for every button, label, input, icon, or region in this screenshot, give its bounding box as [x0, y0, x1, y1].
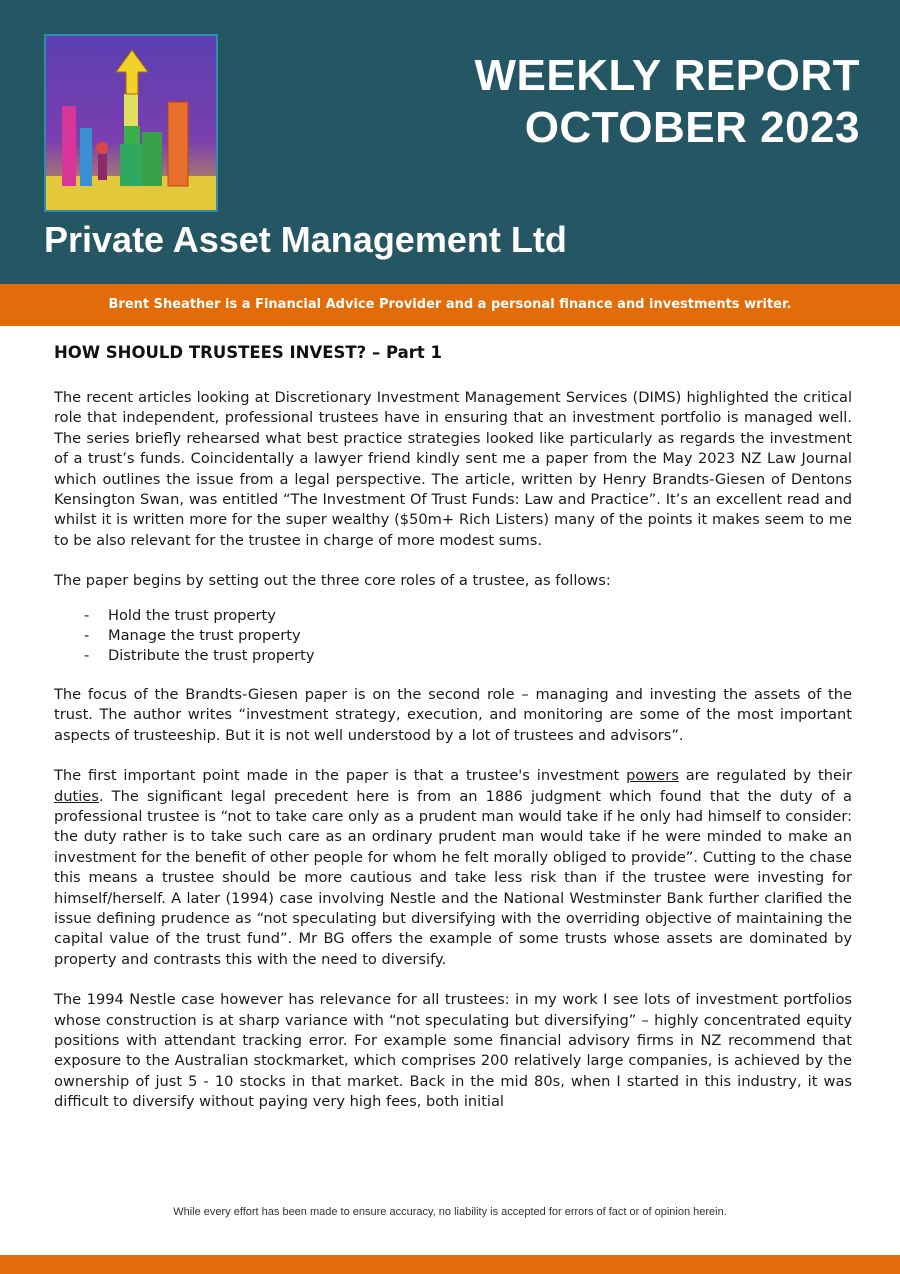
footer-bar — [0, 1255, 900, 1274]
disclaimer-text: While every effort has been made to ensure accuracy, no liability is accepted for errors of fact or of opinion herein. — [173, 1206, 727, 1218]
rising-blocks-arrow-logo-icon — [44, 34, 218, 212]
report-title-line1: WEEKLY REPORT — [474, 51, 860, 100]
duties-underlined-text: duties — [54, 787, 99, 805]
report-header — [0, 0, 900, 284]
article-paragraph-1: The recent articles looking at Discretionary Investment Management Services (DIMS) highlighted the critical role that independent, professional trustees have in ensuring that an investment portfolio is managed well. The series briefly rehearsed what best practice strategies looked like particularly as regards the investment of a trust’s funds. Coincidentally a lawyer friend kindly sent me a paper from the May 2023 NZ Law Journal which outlines the issue from a legal perspective. The article, written by Henry Brandts-Giesen of Dentons Kensington Swan, was entitled “The Investment Of Trust Funds: Law and Practice”. It’s an excellent read and whilst it is written more for the super wealthy ($50m+ Rich Listers) many of the points it makes seem to me to be also relevant for the trustee in charge of more modest sums. — [54, 389, 852, 549]
article-paragraph-2: The paper begins by setting out the three core roles of a trustee, as follows: — [54, 572, 611, 590]
report-title-line2: OCTOBER 2023 — [524, 103, 860, 152]
author-banner: Brent Sheather is a Financial Advice Provider and a personal finance and investments writer. — [0, 284, 900, 326]
article-body — [54, 340, 852, 1133]
list-item: - Distribute the trust property — [84, 647, 315, 665]
report-title — [475, 50, 860, 154]
powers-underlined-text: powers — [626, 767, 679, 785]
list-item: - Hold the trust property — [84, 606, 276, 624]
article-paragraph-4: The first important point made in the paper is that a trustee's investment powers are regulated by their duties. The significant legal precedent here is from an 1886 judgment which found that the duty of a professional trustee is “not to take care only as a prudent man would take if he only had himself to consider: the duty rather is to take such care as an ordinary prudent man would take if he were minded to make an investment for the benefit of other people for whom he felt morally obliged to provide”. Cutting to the chase this means a trustee should be more cautious and take less risk than if the trustee were investing for himself/herself. A later (1994) case involving Nestle and the National Westminster Bank further clarified the issue defining prudence as “not speculating but diversifying with the overriding objective of maintaining the capital value of the trust fund”. Mr BG offers the example of some trusts whose assets are dominated by property and contrasts this with the need to diversify. — [54, 767, 853, 968]
trustee-roles-list — [54, 606, 852, 667]
article-headline: HOW SHOULD TRUSTEES INVEST? – Part 1 — [54, 343, 442, 362]
article-paragraph-3: The focus of the Brandts-Giesen paper is on the second role – managing and investing the assets of the trust. The author writes “investment strategy, execution, and monitoring are some of the most important aspects of trusteeship. But it is not well understood by a lot of trustees and advisors”. — [54, 685, 852, 744]
company-name: Private Asset Management Ltd — [44, 219, 567, 260]
list-item: - Manage the trust property — [84, 627, 301, 645]
article-paragraph-5: The 1994 Nestle case however has relevance for all trustees: in my work I see lots of investment portfolios whose construction is at sharp variance with “not speculating but diversifying” – highly concentrated equity positions with attendant tracking error. For example some financial advisory firms in NZ recommend that exposure to the Australian stockmarket, which comprises 200 relatively large companies, is achieved by the ownership of just 5 - 10 stocks in that market. Back in the mid 80s, when I started in this industry, it was difficult to diversify without paying very high fees, both initial — [54, 991, 852, 1111]
